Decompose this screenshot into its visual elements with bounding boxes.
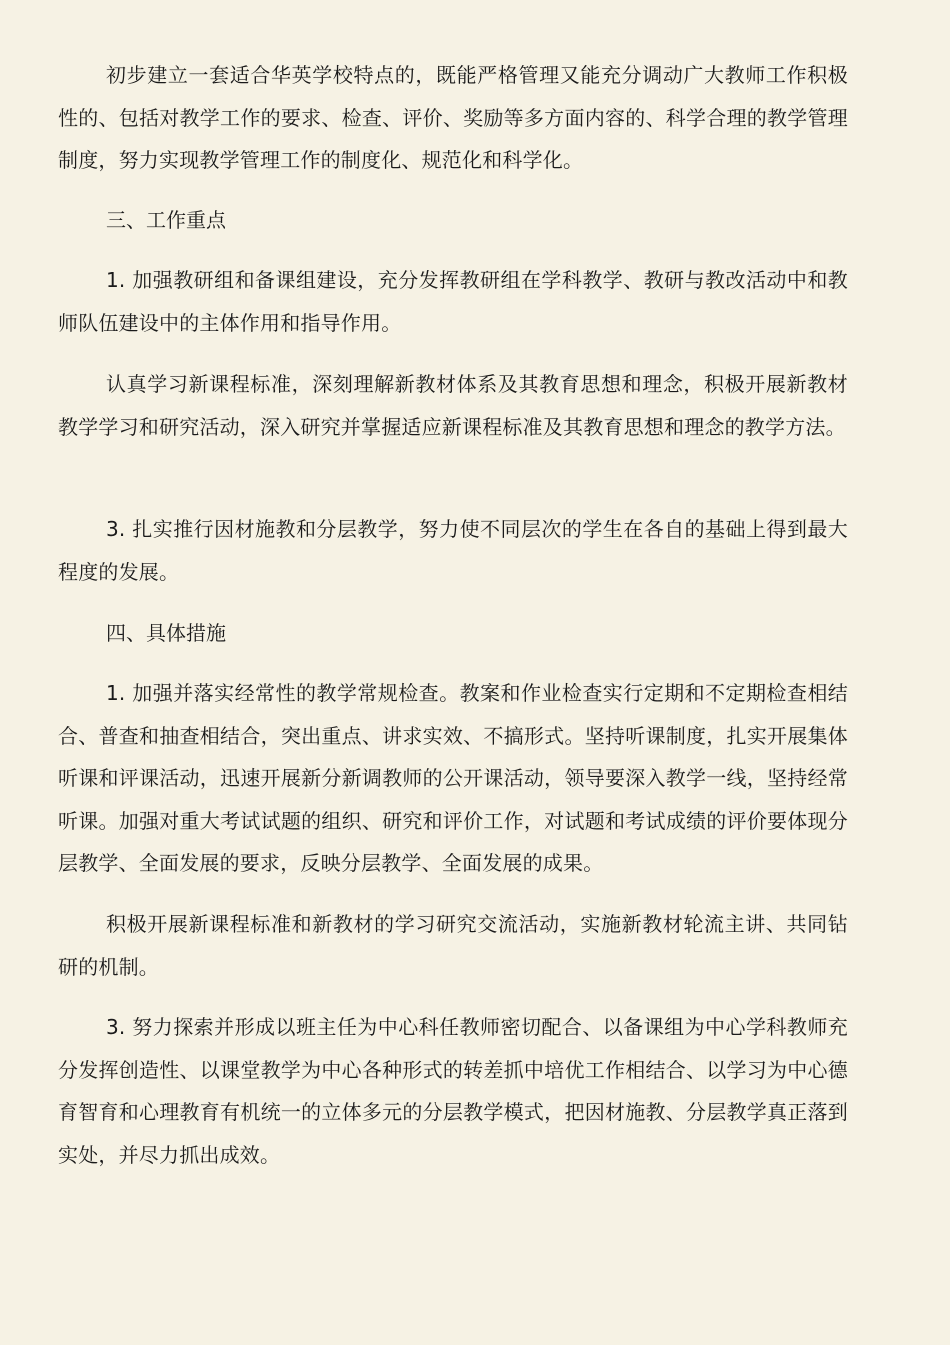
paragraph-measure-3: 3. 努力探索并形成以班主任为中心科任教师密切配合、以备课组为中心学科教师充分发挥创造性、以课堂教学为中心各种形式的转差抓中培优工作相结合、以学习为中心德育智育和心理教育有机统一的立体多元的分层教学模式，把因材施教、分层教学真正落到实处，并尽力抓出成效。 xyxy=(58,1015,848,1167)
paragraph-focus-1: 1. 加强教研组和备课组建设，充分发挥教研组在学科教学、教研与教改活动中和教师队伍建设中的主体作用和指导作用。 xyxy=(58,268,848,335)
paragraph-measure-1: 1. 加强并落实经常性的教学常规检查。教案和作业检查实行定期和不定期检查相结合、普查和抽查相结合，突出重点、讲求实效、不搞形式。坚持听课制度，扎实开展集体听课和评课活动，迅速开展新分新调教师的公开课活动，领导要深入教学一线，坚持经常听课。加强对重大考试试题的组织、研究和评价工作，对试题和考试成绩的评价要体现分层教学、全面发展的要求，反映分层教学、全面发展的成果。 xyxy=(58,681,848,875)
paragraph-intro: 初步建立一套适合华英学校特点的，既能严格管理又能充分调动广大教师工作积极性的、包括对教学工作的要求、检查、评价、奖励等多方面内容的、科学合理的教学管理制度，努力实现教学管理工作的制度化、规范化和科学化。 xyxy=(58,63,848,172)
heading-work-focus: 三、工作重点 xyxy=(106,208,226,232)
paragraph-focus-3: 3. 扎实推行因材施教和分层教学，努力使不同层次的学生在各自的基础上得到最大程度的发展。 xyxy=(58,517,848,584)
heading-measures: 四、具体措施 xyxy=(106,621,226,645)
paragraph-focus-2: 认真学习新课程标准，深刻理解新教材体系及其教育思想和理念，积极开展新教材教学学习和研究活动，深入研究并掌握适应新课程标准及其教育思想和理念的教学方法。 xyxy=(58,372,848,439)
paragraph-measure-2: 积极开展新课程标准和新教材的学习研究交流活动，实施新教材轮流主讲、共同钻研的机制。 xyxy=(58,912,848,979)
